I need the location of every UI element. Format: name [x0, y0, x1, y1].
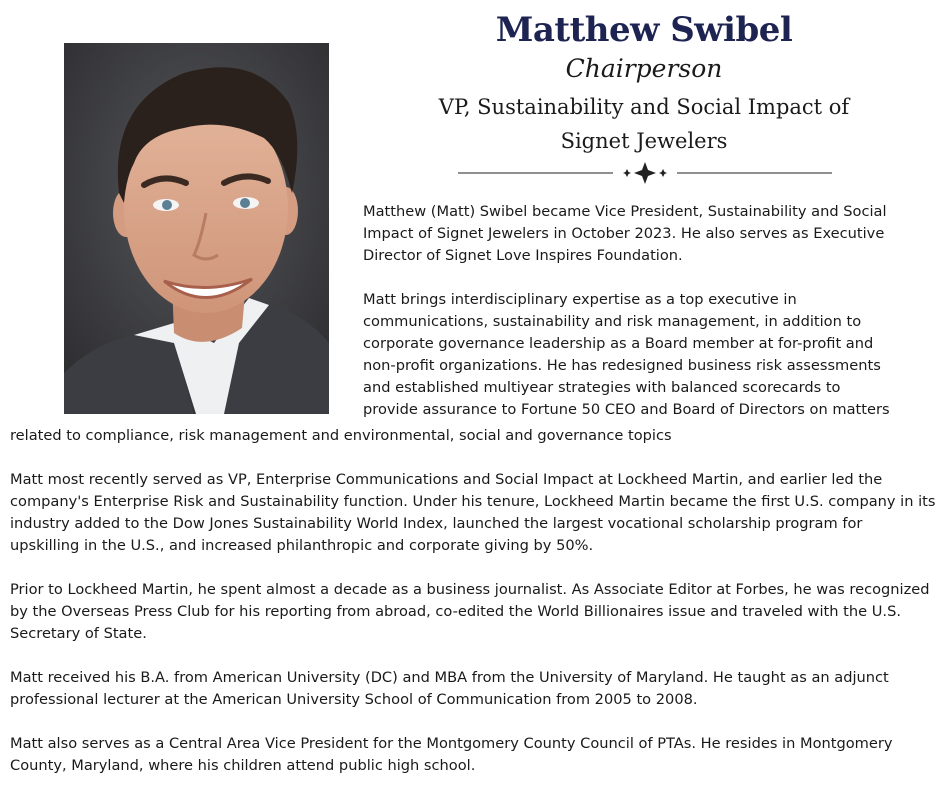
job-title-line: Signet Jewelers — [560, 129, 728, 153]
bio-line: non-profit organizations. He has redesigned business risk assessments — [363, 357, 881, 374]
bio-paragraph-3: Matt most recently served as VP, Enterprise Communications and Social Impact at Lockheed Martin, and earlier led the company's Enterprise Risk and Sustainability function. Under his tenure, Lockheed Martin became the first U.S. company in its industry added to the Dow Jones Sustainability World Index, launched the largest vocational scholarship program for upskilling in the U.S., and increased philanthropic and corporate giving by 50%. — [10, 471, 936, 554]
bio-paragraph-1 — [363, 201, 933, 267]
job-title — [420, 90, 868, 158]
diamond-star-icon — [634, 162, 656, 184]
bio-line: Matthew (Matt) Swibel became Vice President, Sustainability and Social — [363, 203, 887, 220]
ornamental-divider — [458, 162, 832, 184]
bio-line: provide assurance to Fortune 50 CEO and Board of Directors on matters — [363, 401, 890, 418]
bio-line: related to compliance, risk management and environmental, social and governance topics — [10, 427, 672, 444]
small-star-icon — [623, 169, 631, 177]
bio-paragraph-6: Matt also serves as a Central Area Vice President for the Montgomery County Council of PTAs. He resides in Montgomery County, Maryland, where his children attend public high school. — [10, 735, 893, 774]
bio-paragraph-5: Matt received his B.A. from American University (DC) and MBA from the University of Maryland. He taught as an adjunct professional lecturer at the American University School of Communication from 2005 to 2008. — [10, 669, 889, 708]
job-title-line: VP, Sustainability and Social Impact of — [438, 95, 850, 119]
role-title: Chairperson — [565, 54, 723, 83]
bio-lower-section — [10, 469, 936, 799]
portrait-photo — [64, 43, 329, 414]
bio-paragraph-4: Prior to Lockheed Martin, he spent almost a decade as a business journalist. As Associate Editor at Forbes, he was recognized by the Overseas Press Club for his reporting from abroad, co-edited the World Billionaires issue and traveled with the U.S. Secretary of State. — [10, 581, 930, 642]
bio-line: Director of Signet Love Inspires Foundation. — [363, 247, 683, 264]
bio-line: and established multiyear strategies with balanced scorecards to — [363, 379, 841, 396]
bio-line: Impact of Signet Jewelers in October 2023. He also serves as Executive — [363, 225, 885, 242]
bio-line: communications, sustainability and risk management, in addition to — [363, 313, 862, 330]
bio-paragraph-2 — [363, 289, 933, 421]
person-name: Matthew Swibel — [495, 10, 793, 50]
bio-line: Matt brings interdisciplinary expertise as a top executive in — [363, 291, 797, 308]
small-star-icon — [659, 169, 667, 177]
bio-line: corporate governance leadership as a Board member at for-profit and — [363, 335, 874, 352]
